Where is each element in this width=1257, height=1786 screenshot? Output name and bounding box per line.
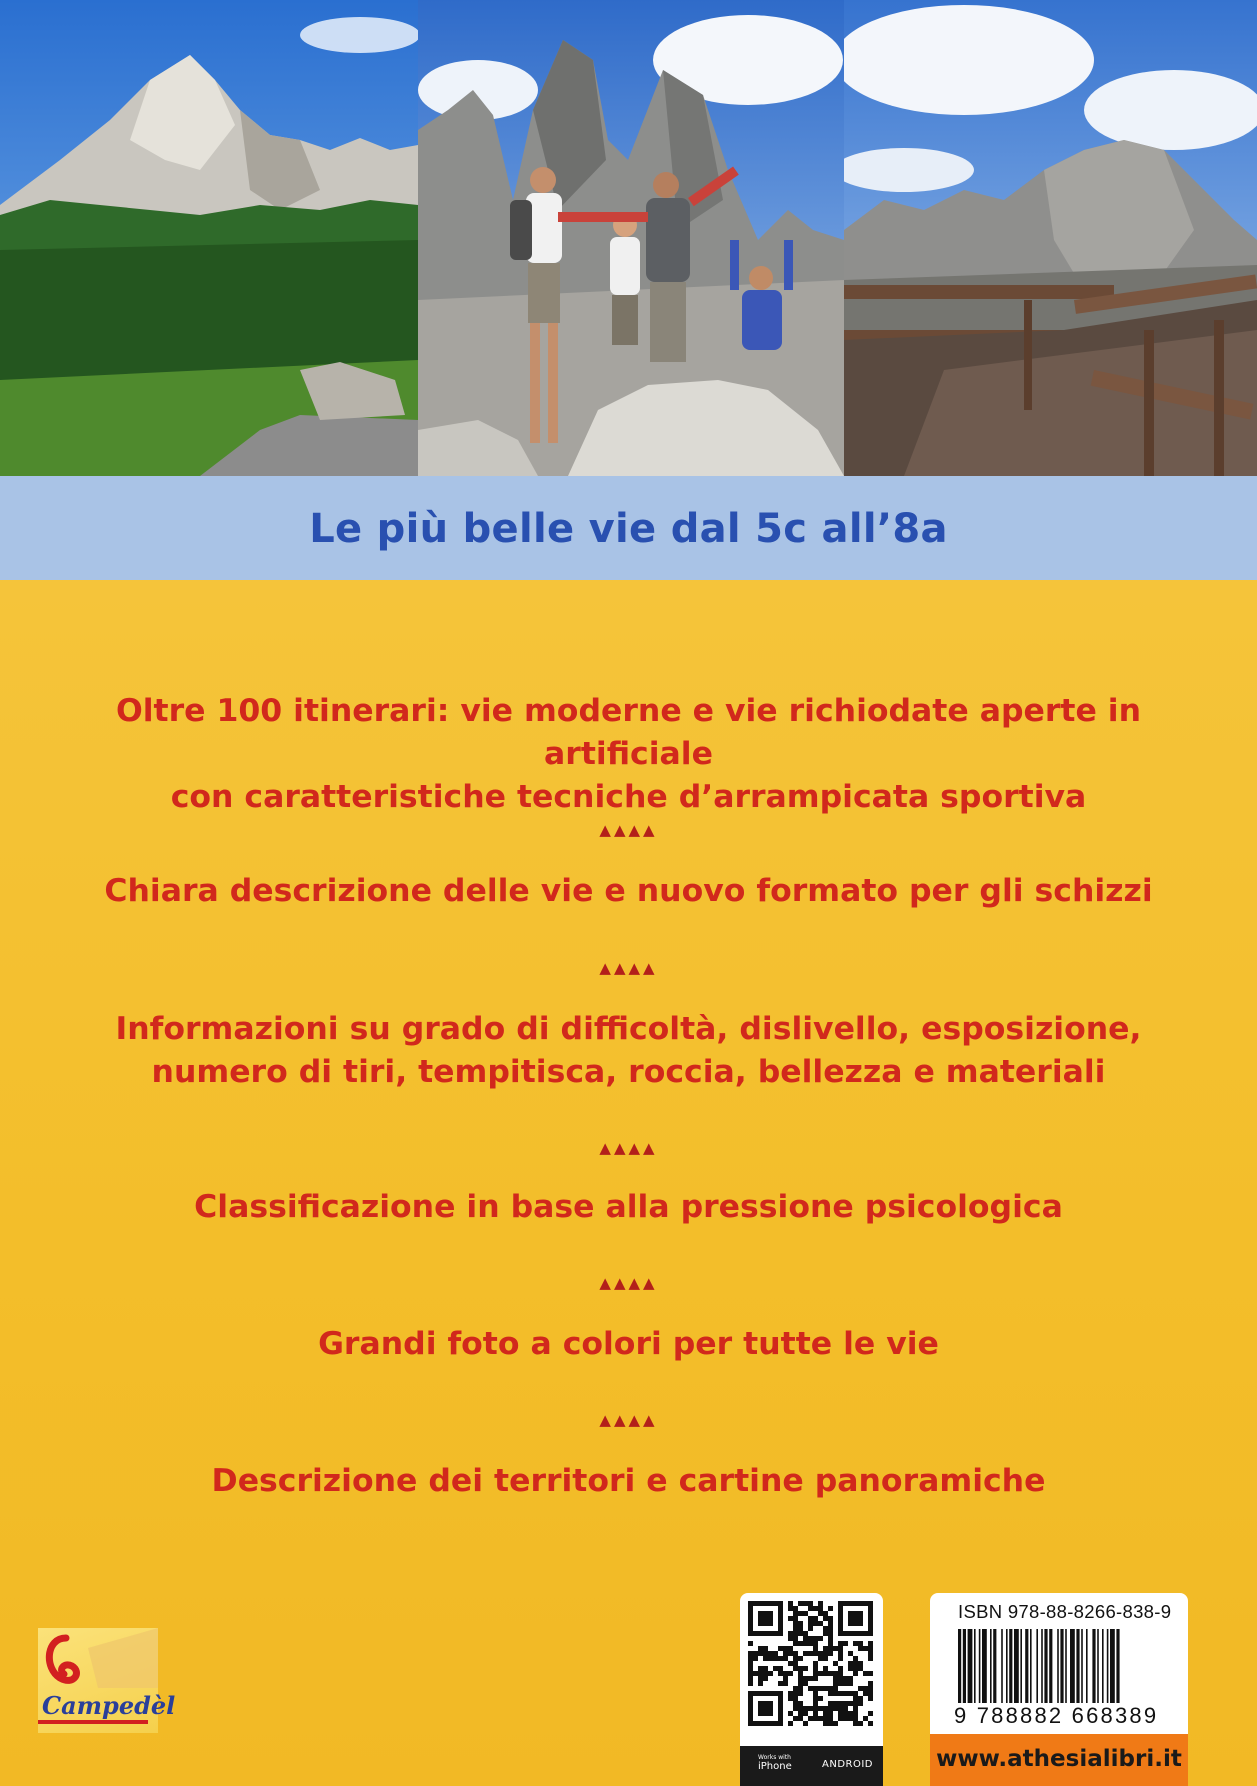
qr-code-block bbox=[740, 1593, 883, 1786]
feature-routes bbox=[40, 690, 1217, 819]
feature-line: Descrizione dei territori e cartine panoramiche bbox=[211, 1463, 1046, 1499]
qr-footer bbox=[740, 1746, 883, 1786]
feature-line: Grandi foto a colori per tutte le vie bbox=[318, 1326, 939, 1362]
feature-descriptions bbox=[40, 870, 1217, 913]
tagline-band bbox=[0, 476, 1257, 580]
isbn-digits: 9 788882 668389 bbox=[954, 1703, 1159, 1728]
android-label: ANDROID bbox=[822, 1759, 873, 1770]
feature-line: Classificazione in base alla pressione psicologica bbox=[194, 1189, 1063, 1225]
isbn-block bbox=[930, 1593, 1188, 1786]
feature-line: Oltre 100 itinerari: vie moderne e vie richiodate aperte in artificiale bbox=[115, 693, 1142, 772]
tagline: Le più belle vie dal 5c all’8a bbox=[309, 506, 948, 552]
website-link[interactable]: www.athesialibri.it bbox=[936, 1746, 1182, 1772]
works-with-iphone bbox=[758, 1754, 792, 1772]
publisher-logo bbox=[38, 1628, 176, 1733]
publisher-logo-text: Campedèl bbox=[42, 1691, 176, 1720]
feature-classification bbox=[40, 1186, 1217, 1229]
climbers-group-photo bbox=[418, 0, 844, 476]
website-bar bbox=[930, 1734, 1188, 1786]
feature-line: Informazioni su grado di difficoltà, dislivello, esposizione, bbox=[115, 1011, 1142, 1047]
isbn-label: ISBN 978-88-8266-838-9 bbox=[958, 1601, 1172, 1622]
barcode-icon bbox=[958, 1629, 1163, 1703]
divider-triangles: ▲▲▲▲ bbox=[599, 1139, 658, 1157]
divider-triangles: ▲▲▲▲ bbox=[599, 959, 658, 977]
qr-code-icon bbox=[748, 1601, 875, 1739]
iphone-label: iPhone bbox=[758, 1761, 792, 1772]
feature-line: con caratteristiche tecniche d’arrampicata sportiva bbox=[170, 779, 1087, 815]
divider-triangles: ▲▲▲▲ bbox=[599, 1411, 658, 1429]
feature-information bbox=[40, 1008, 1217, 1094]
feature-line: numero di tiri, tempitisca, roccia, bellezza e materiali bbox=[151, 1054, 1106, 1090]
feature-territories bbox=[40, 1460, 1217, 1503]
feature-line: Chiara descrizione delle vie e nuovo formato per gli schizzi bbox=[104, 873, 1153, 909]
viewing-platform-photo bbox=[844, 0, 1257, 476]
divider-triangles: ▲▲▲▲ bbox=[599, 821, 658, 839]
works-with-label: Works with bbox=[758, 1754, 791, 1761]
divider-triangles: ▲▲▲▲ bbox=[599, 1274, 658, 1292]
mountain-forest-photo bbox=[0, 0, 418, 476]
feature-photos bbox=[40, 1323, 1217, 1366]
